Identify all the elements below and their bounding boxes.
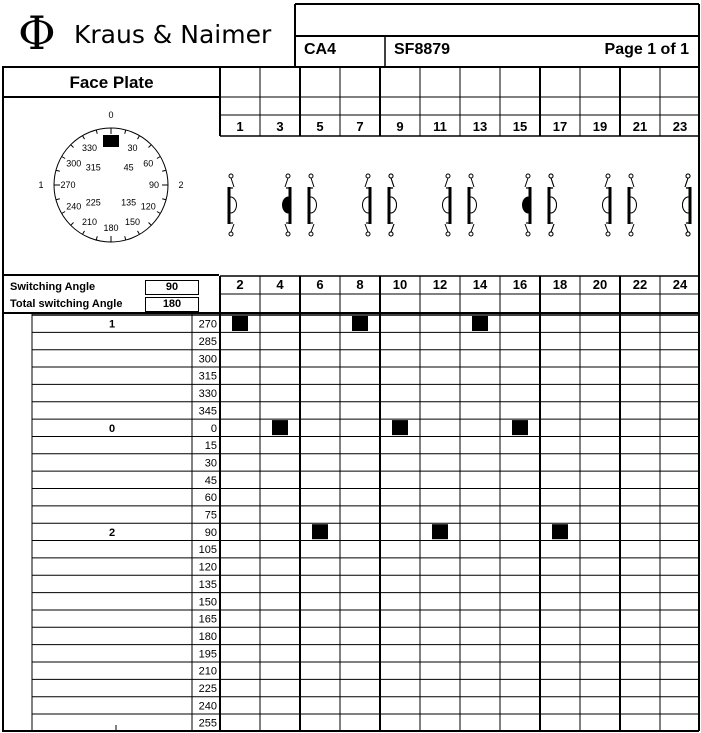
angle-value: 75 bbox=[204, 509, 217, 522]
position-label: 0 bbox=[108, 422, 116, 435]
dial-tick bbox=[56, 199, 60, 200]
closed-contact-marker bbox=[392, 420, 408, 435]
dial-tick bbox=[62, 212, 65, 214]
series-code: CA4 bbox=[304, 41, 337, 58]
contact-number-bottom: 4 bbox=[276, 277, 284, 292]
contact-number-top: 13 bbox=[472, 119, 488, 134]
closed-contact-marker bbox=[472, 316, 488, 331]
contact-number-bottom: 22 bbox=[632, 277, 648, 292]
contact-number-top: 19 bbox=[592, 119, 608, 134]
contact-number-bottom: 10 bbox=[392, 277, 408, 292]
angle-value: 255 bbox=[198, 717, 217, 730]
dial-angle-label: 150 bbox=[124, 217, 141, 228]
angle-value: 300 bbox=[198, 353, 217, 366]
angle-value: 105 bbox=[198, 544, 217, 557]
contact-number-bottom: 8 bbox=[356, 277, 364, 292]
angle-value: 90 bbox=[204, 526, 217, 539]
dial-tick bbox=[138, 136, 140, 139]
closed-contact-marker bbox=[272, 420, 288, 435]
dial-angle-label: 225 bbox=[85, 197, 101, 208]
angle-value: 285 bbox=[198, 336, 217, 349]
dial-angle-label: 210 bbox=[81, 217, 98, 228]
dial-position-label: 0 bbox=[108, 110, 114, 120]
contact-symbol bbox=[549, 174, 557, 236]
contact-symbol bbox=[283, 174, 291, 236]
dial-angle-label: 330 bbox=[81, 142, 98, 153]
contact-diagram bbox=[229, 174, 701, 236]
position-label: 1 bbox=[108, 318, 116, 331]
contact-number-bottom: 2 bbox=[236, 277, 244, 292]
contact-symbol bbox=[309, 174, 317, 236]
contact-number-bottom: 24 bbox=[672, 277, 688, 292]
contact-number-top: 17 bbox=[552, 119, 568, 134]
angle-value: 150 bbox=[198, 596, 217, 609]
dial-angle-label: 300 bbox=[66, 158, 82, 169]
angle-value: 30 bbox=[204, 457, 217, 470]
dial-angle-label: 90 bbox=[148, 180, 160, 190]
dial-tick bbox=[125, 236, 126, 240]
dial-angle-label: 135 bbox=[121, 197, 137, 208]
dial-tick bbox=[71, 145, 74, 148]
closed-contact-marker bbox=[312, 524, 328, 539]
contact-number-top: 15 bbox=[512, 119, 528, 134]
dial-tick bbox=[96, 130, 97, 134]
dial-tick bbox=[138, 231, 140, 234]
contact-number-top: 7 bbox=[356, 119, 364, 134]
page-indicator: Page 1 of 1 bbox=[604, 41, 689, 58]
angle-value: 330 bbox=[198, 388, 217, 401]
dial-angle-label: 45 bbox=[123, 162, 134, 173]
angle-value: 210 bbox=[198, 665, 217, 678]
angle-value: 240 bbox=[198, 700, 217, 713]
dial-tick bbox=[162, 170, 166, 171]
dial-tick bbox=[157, 157, 160, 159]
dial-angle-label: 60 bbox=[143, 158, 154, 169]
contact-symbol bbox=[603, 174, 611, 236]
dial-position-label: 1 bbox=[38, 180, 44, 190]
closed-contact-marker bbox=[232, 316, 248, 331]
switching-angle-label: Switching Angle bbox=[10, 281, 96, 293]
dial-position-label: 2 bbox=[178, 180, 184, 190]
switching-angle-value: 90 bbox=[145, 280, 199, 295]
contact-symbol bbox=[363, 174, 371, 236]
dial-tick bbox=[71, 222, 74, 225]
contact-symbol bbox=[229, 174, 237, 236]
angle-value: 135 bbox=[198, 578, 217, 591]
contact-number-top: 1 bbox=[236, 119, 244, 134]
dial-angle-label: 315 bbox=[85, 162, 101, 173]
brand-name: Kraus & Naimer bbox=[74, 20, 272, 49]
contact-symbol bbox=[683, 174, 691, 236]
total-switching-angle-label: Total switching Angle bbox=[10, 298, 123, 310]
angle-value: 0 bbox=[210, 422, 217, 435]
dial-tick bbox=[148, 222, 151, 225]
angle-value: 195 bbox=[198, 648, 217, 661]
total-switching-angle-value: 180 bbox=[145, 297, 199, 312]
frame-lines bbox=[2, 4, 699, 731]
contact-number-top: 3 bbox=[276, 119, 284, 134]
contact-number-bottom: 20 bbox=[592, 277, 608, 292]
closed-contact-marker bbox=[432, 524, 448, 539]
contact-number-top: 11 bbox=[433, 119, 447, 134]
contact-symbol bbox=[389, 174, 397, 236]
dial-tick bbox=[162, 199, 166, 200]
closed-contact-marker bbox=[552, 524, 568, 539]
contact-number-bottom: 6 bbox=[316, 277, 324, 292]
contact-number-bottom: 18 bbox=[552, 277, 568, 292]
contact-symbol bbox=[523, 174, 531, 236]
dial-angle-label: 240 bbox=[66, 201, 82, 212]
dial-tick bbox=[157, 212, 160, 214]
contact-number-top: 21 bbox=[632, 119, 648, 134]
dial-tick bbox=[83, 136, 85, 139]
angle-value: 225 bbox=[198, 683, 217, 696]
dial-tick bbox=[62, 157, 65, 159]
position-label: 2 bbox=[108, 526, 116, 539]
dial-angle-label: 270 bbox=[60, 180, 76, 190]
angle-value: 60 bbox=[204, 492, 217, 505]
angle-value: 270 bbox=[198, 318, 217, 331]
angle-value: 45 bbox=[204, 474, 217, 487]
contact-number-bottom: 14 bbox=[472, 277, 488, 292]
dial-tick bbox=[56, 170, 60, 171]
angle-value: 15 bbox=[204, 440, 217, 453]
angle-value: 165 bbox=[198, 613, 217, 626]
angle-value: 180 bbox=[198, 630, 217, 643]
article-number: SF8879 bbox=[394, 41, 451, 58]
contact-number-bottom: 12 bbox=[432, 277, 448, 292]
dial-angle-label: 0 bbox=[108, 136, 114, 146]
dial-tick bbox=[125, 130, 126, 134]
dial-tick bbox=[148, 145, 151, 148]
closed-contact-marker bbox=[512, 420, 528, 435]
contact-numbers bbox=[236, 119, 688, 292]
angle-value: 345 bbox=[198, 405, 217, 418]
face-plate-dial bbox=[38, 110, 183, 242]
contact-number-top: 9 bbox=[396, 119, 404, 134]
face-plate-title: Face Plate bbox=[69, 73, 154, 92]
dial-angle-label: 30 bbox=[127, 142, 138, 153]
dial-angle-label: 180 bbox=[103, 223, 119, 233]
contact-number-top: 5 bbox=[316, 119, 324, 134]
dial-tick bbox=[83, 231, 85, 234]
dial-angle-label: 120 bbox=[140, 201, 156, 212]
angle-value: 315 bbox=[198, 370, 217, 383]
phi-logo-icon: Φ bbox=[18, 6, 56, 60]
dial-tick bbox=[96, 236, 97, 240]
contact-symbol bbox=[469, 174, 477, 236]
closed-contact-marker bbox=[352, 316, 368, 331]
contact-number-top: 23 bbox=[672, 119, 688, 134]
angle-value: 120 bbox=[198, 561, 217, 574]
contact-symbol bbox=[629, 174, 637, 236]
contact-symbol bbox=[443, 174, 451, 236]
contact-number-bottom: 16 bbox=[512, 277, 528, 292]
